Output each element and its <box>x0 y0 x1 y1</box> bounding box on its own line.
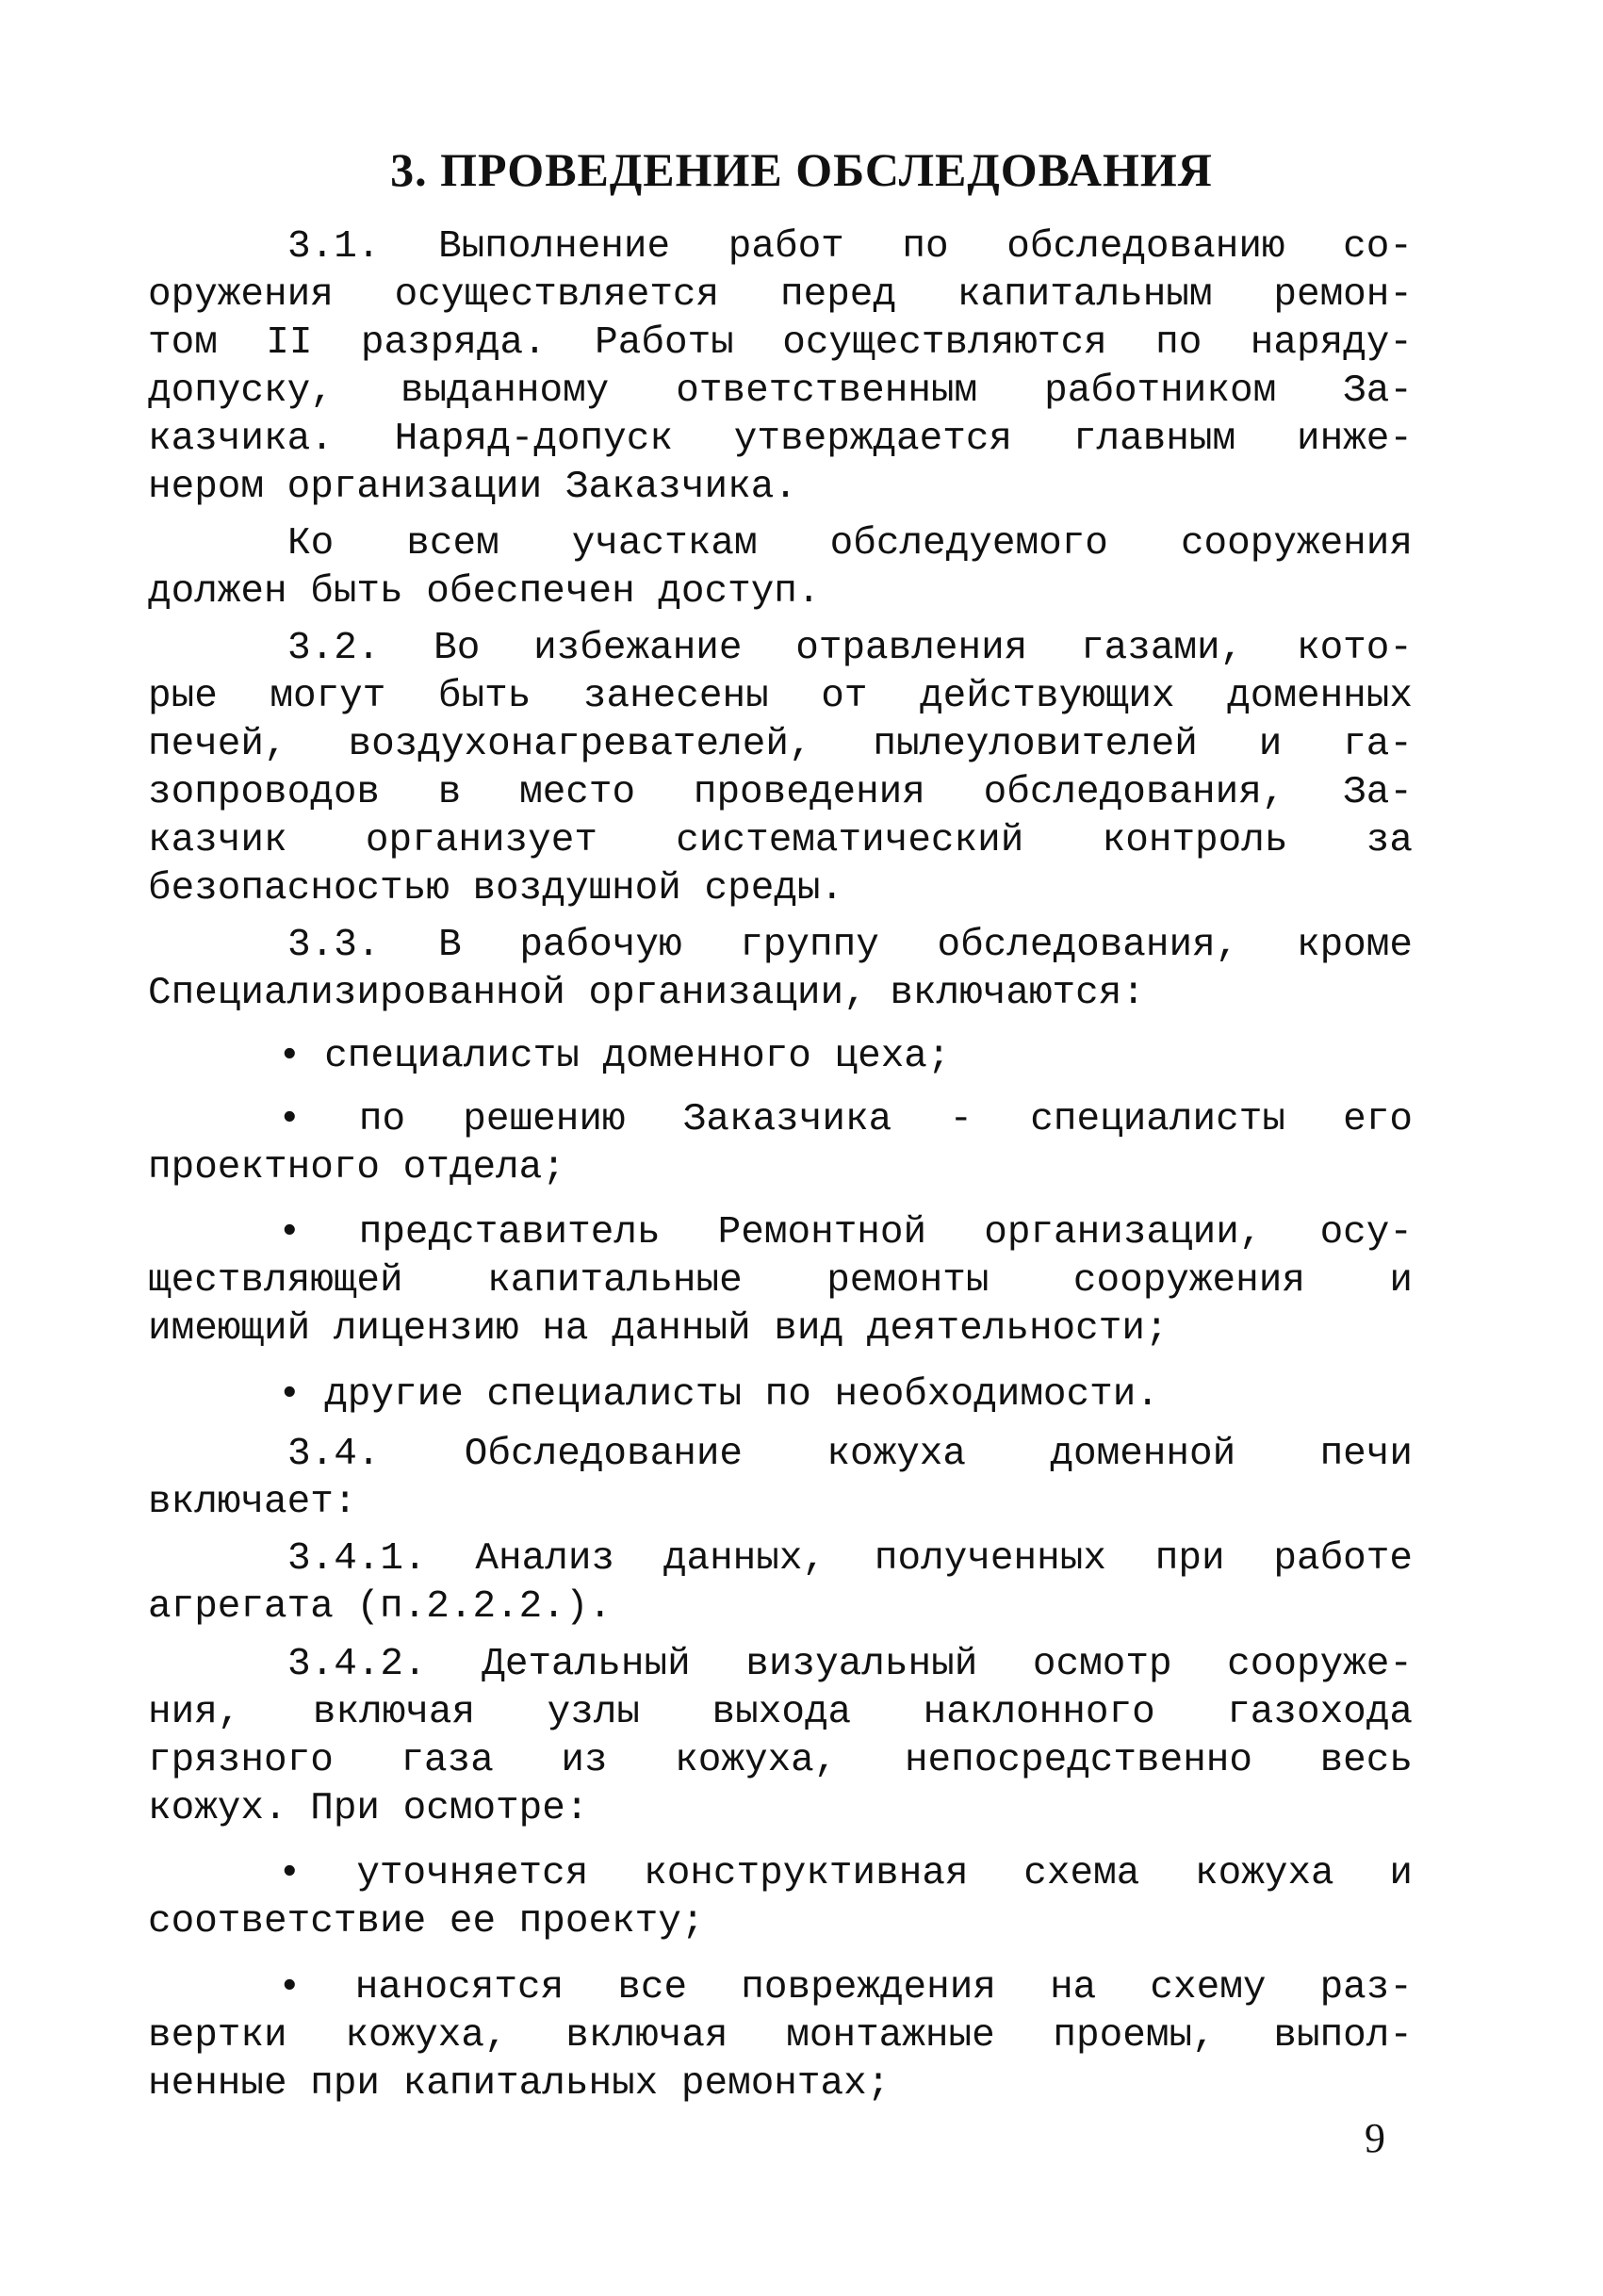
text-line: казчик организует систематический контроль за <box>148 819 1413 862</box>
text-line: грязного газа из кожуха, непосредственно весь <box>148 1739 1413 1782</box>
page-number: 9 <box>1365 2115 1385 2161</box>
text-line: должен быть обеспечен доступ. <box>148 570 821 614</box>
text-line: 3.4.1. Анализ данных, полученных при работе <box>287 1537 1413 1581</box>
text-line: 3.4.2. Детальный визуальный осмотр сооруже- <box>287 1643 1413 1686</box>
text-line: Ко всем участкам обследуемого сооружения <box>287 522 1413 566</box>
bullet-item: • уточняется конструктивная схема кожуха и <box>278 1852 1413 1895</box>
text-line: проектного отдела; <box>148 1146 565 1189</box>
bullet-item: • другие специалисты по необходимости. <box>278 1373 1159 1417</box>
text-line: ния, включая узлы выхода наклонного газохода <box>148 1691 1413 1734</box>
text-line: соответствие ее проекту; <box>148 1900 705 1943</box>
text-line: включает: <box>148 1481 357 1524</box>
text-line: 3.3. В рабочую группу обследования, кроме <box>287 924 1413 967</box>
text-line: ненные при капитальных ремонтах; <box>148 2062 891 2106</box>
text-line: агрегата (п.2.2.2.). <box>148 1585 613 1629</box>
text-line: 3.2. Во избежание отравления газами, кото- <box>287 627 1413 670</box>
text-line: вертки кожуха, включая монтажные проемы, выпол- <box>148 2014 1413 2058</box>
text-line: безопасностью воздушной среды. <box>148 867 844 910</box>
text-line: казчика. Наряд-допуск утверждается главным инже- <box>148 418 1413 461</box>
bullet-item: • представитель Ремонтной организации, осу- <box>278 1211 1413 1255</box>
bullet-item: • по решению Заказчика - специалисты его <box>278 1098 1413 1141</box>
text-line: зопроводов в место проведения обследования, За- <box>148 771 1413 814</box>
text-line: рые могут быть занесены от действующих доменных <box>148 675 1413 718</box>
text-line: оружения осуществляется перед капитальным ремон- <box>148 273 1413 317</box>
bullet-item: • наносятся все повреждения на схему раз- <box>278 1966 1413 2009</box>
text-line: допуску, выданному ответственным работником За- <box>148 369 1413 413</box>
text-line: 3.1. Выполнение работ по обследованию со- <box>287 225 1413 269</box>
text-line: нером организации Заказчика. <box>148 466 797 509</box>
text-line: имеющий лицензию на данный вид деятельности; <box>148 1307 1169 1351</box>
section-title: 3. ПРОВЕДЕНИЕ ОБСЛЕДОВАНИЯ <box>390 143 1213 196</box>
text-line: Специализированной организации, включаются: <box>148 972 1145 1015</box>
text-line: 3.4. Обследование кожуха доменной печи <box>287 1433 1413 1476</box>
text-line: том II разряда. Работы осуществляются по наряду- <box>148 321 1413 365</box>
text-line: кожух. При осмотре: <box>148 1787 589 1830</box>
text-line: печей, воздухонагревателей, пылеуловителей и га- <box>148 723 1413 766</box>
bullet-item: • специалисты доменного цеха; <box>278 1035 951 1078</box>
text-line: ществляющей капитальные ремонты сооружения и <box>148 1259 1413 1303</box>
